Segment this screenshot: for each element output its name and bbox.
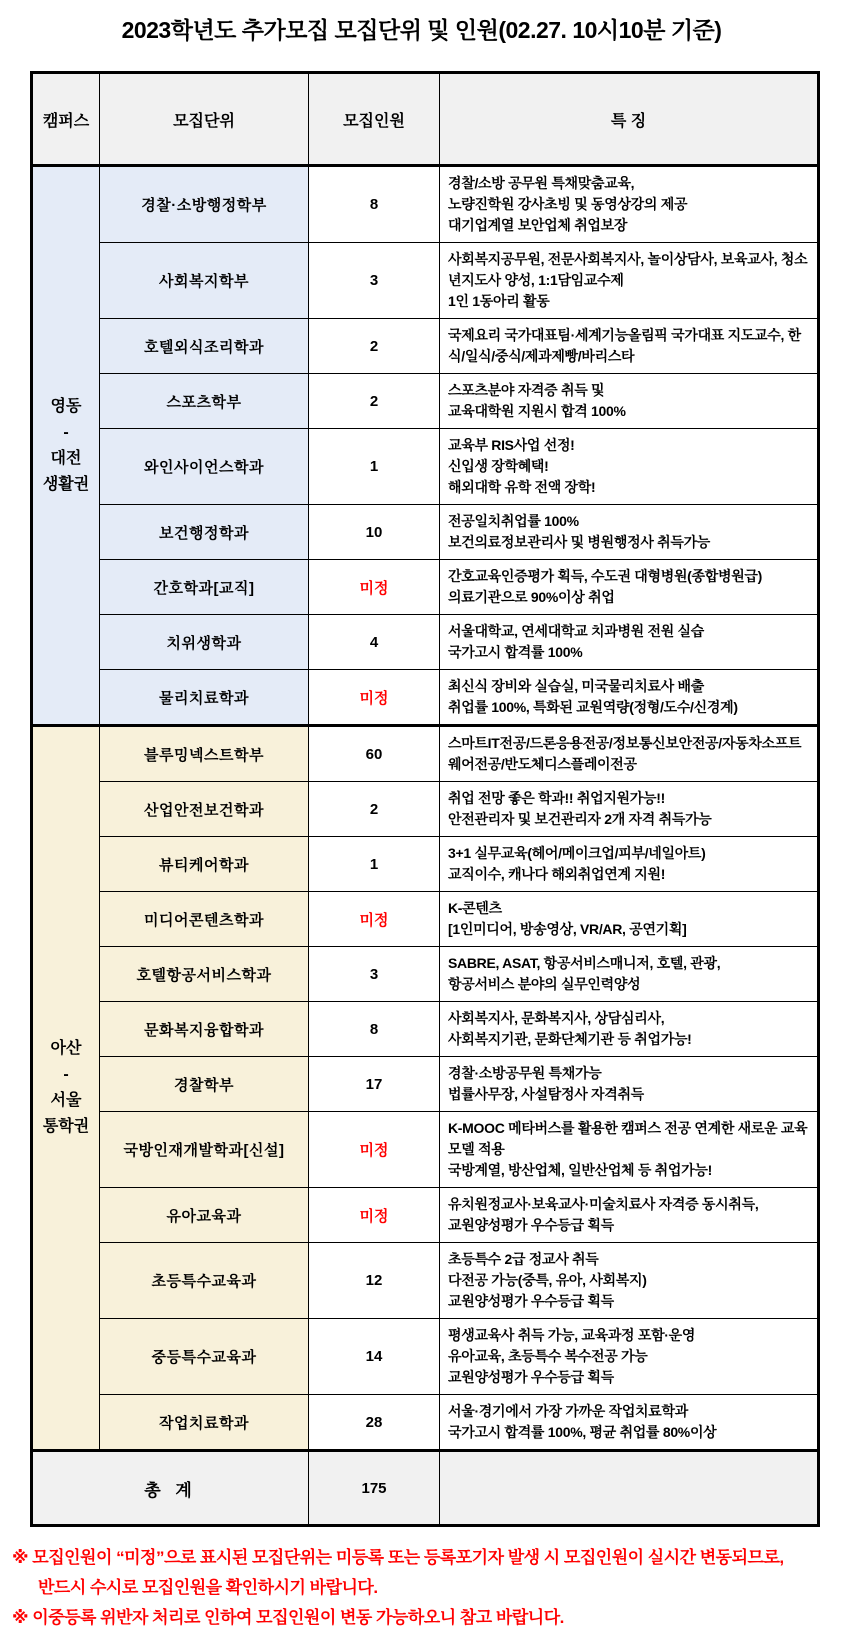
header-campus: 캠퍼스 [32, 73, 100, 166]
footnote [12, 1543, 835, 1573]
table-row [32, 374, 819, 429]
table-row [32, 892, 819, 947]
unit-cell: 물리치료학과 [100, 670, 309, 726]
count-cell: 1 [309, 429, 440, 505]
feature-line: 최신식 장비와 실습실, 미국물리치료사 배출 [448, 678, 704, 694]
count-cell-undecided: 미정 [309, 560, 440, 615]
feature-line: 교직이수, 캐나다 해외취업연계 지원! [448, 866, 666, 882]
feature-line: 국가고시 합격률 100% [448, 644, 583, 660]
unit-cell: 와인사이언스학과 [100, 429, 309, 505]
count-cell: 8 [309, 1002, 440, 1057]
table-row [32, 429, 819, 505]
feature-cell [440, 615, 819, 670]
feature-cell [440, 1319, 819, 1395]
header-count: 모집인원 [309, 73, 440, 166]
count-cell: 10 [309, 505, 440, 560]
table-footer [32, 1451, 819, 1526]
count-cell-undecided: 미정 [309, 1188, 440, 1243]
table-row [32, 947, 819, 1002]
feature-line: 경찰·소방공무원 특채가능 [448, 1065, 602, 1081]
header-unit: 모집단위 [100, 73, 309, 166]
count-cell: 2 [309, 374, 440, 429]
footnotes [12, 1543, 835, 1633]
footnote-continuation [12, 1573, 835, 1603]
count-cell: 1 [309, 837, 440, 892]
feature-cell [440, 1188, 819, 1243]
feature-line: 노량진학원 강사초빙 및 동영상강의 제공 [448, 196, 688, 212]
recruitment-table [30, 71, 820, 1527]
count-cell: 28 [309, 1395, 440, 1451]
feature-line: 해외대학 유학 전액 장학! [448, 479, 596, 495]
feature-line: 취업률 100%, 특화된 교원역량(정형/도수/신경계) [448, 699, 738, 715]
table-row [32, 1395, 819, 1451]
campus-line: 영동 [50, 397, 82, 415]
feature-cell [440, 560, 819, 615]
campus-line: 통학권 [42, 1118, 90, 1135]
feature-line: 다전공 가능(중특, 유아, 사회복지) [448, 1272, 647, 1288]
table-row [32, 615, 819, 670]
feature-line: 교원양성평가 우수등급 획득 [448, 1217, 614, 1233]
feature-cell [440, 166, 819, 243]
header-row [32, 73, 819, 166]
table-header [32, 73, 819, 166]
table-row [32, 1002, 819, 1057]
total-feature-empty [440, 1451, 819, 1526]
count-cell: 14 [309, 1319, 440, 1395]
feature-line: K-MOOC 메타버스를 활용한 캠퍼스 전공 연계한 새로운 교육모델 적용 [448, 1120, 808, 1157]
feature-cell [440, 505, 819, 560]
table-row [32, 1319, 819, 1395]
feature-cell [440, 670, 819, 726]
count-cell-undecided: 미정 [309, 1112, 440, 1188]
unit-cell: 사회복지학부 [100, 243, 309, 319]
unit-cell: 경찰·소방행정학부 [100, 166, 309, 243]
feature-cell [440, 1243, 819, 1319]
feature-line: 서울대학교, 연세대학교 치과병원 전원 실습 [448, 623, 704, 639]
table-row [32, 837, 819, 892]
count-cell-undecided: 미정 [309, 892, 440, 947]
feature-line: 항공서비스 분야의 실무인력양성 [448, 976, 641, 992]
feature-cell [440, 243, 819, 319]
feature-line: K-콘텐츠 [448, 900, 502, 916]
unit-cell: 중등특수교육과 [100, 1319, 309, 1395]
campus-line: - [63, 423, 69, 441]
footnote-text: 모집인원이 “미정”으로 표시된 모집단위는 미등록 또는 등록포기자 발생 시 모집인원이 실시간 변동되므로, [32, 1548, 784, 1567]
feature-line: 교원양성평가 우수등급 획득 [448, 1293, 614, 1309]
campus-line: 아산 [50, 1040, 82, 1057]
campus-line: - [63, 1066, 69, 1083]
feature-cell [440, 782, 819, 837]
feature-line: 간호교육인증평가 획득, 수도권 대형병원(종합병원급) [448, 568, 763, 584]
feature-line: 사회복지공무원, 전문사회복지사, 놀이상담사, 보육교사, 청소년지도사 양성, 1:1담임교수제 [448, 251, 808, 288]
feature-cell [440, 1395, 819, 1451]
count-cell-undecided: 미정 [309, 670, 440, 726]
feature-line: 스포츠분야 자격증 취득 및 [448, 382, 605, 398]
table-body [32, 166, 819, 1451]
table-row [32, 726, 819, 782]
footnote [12, 1603, 835, 1633]
feature-line: 의료기관으로 90%이상 취업 [448, 589, 615, 605]
feature-cell [440, 947, 819, 1002]
unit-cell: 스포츠학부 [100, 374, 309, 429]
table-row [32, 319, 819, 374]
unit-cell: 국방인재개발학과[신설] [100, 1112, 309, 1188]
unit-cell: 작업치료학과 [100, 1395, 309, 1451]
feature-line: 안전관리자 및 보건관리자 2개 자격 취득가능 [448, 811, 712, 827]
unit-cell: 미디어콘텐츠학과 [100, 892, 309, 947]
campus-cell [32, 726, 100, 1451]
feature-line: [1인미디어, 방송영상, VR/AR, 공연기획] [448, 921, 687, 937]
feature-cell [440, 892, 819, 947]
table-row [32, 505, 819, 560]
count-cell: 4 [309, 615, 440, 670]
header-feature: 특 징 [440, 73, 819, 166]
unit-cell: 경찰학부 [100, 1057, 309, 1112]
table-row [32, 1112, 819, 1188]
feature-line: SABRE, ASAT, 항공서비스매니저, 호텔, 관광, [448, 955, 721, 971]
unit-cell: 간호학과[교직] [100, 560, 309, 615]
feature-line: 대기업계열 보안업체 취업보장 [448, 217, 628, 233]
count-cell: 3 [309, 243, 440, 319]
count-cell: 2 [309, 782, 440, 837]
feature-cell [440, 1112, 819, 1188]
unit-cell: 블루밍넥스트학부 [100, 726, 309, 782]
unit-cell: 문화복지융합학과 [100, 1002, 309, 1057]
feature-cell [440, 837, 819, 892]
count-cell: 12 [309, 1243, 440, 1319]
feature-cell [440, 374, 819, 429]
footnote-text: 이중등록 위반자 처리로 인하여 모집인원이 변동 가능하오니 참고 바랍니다. [32, 1608, 564, 1627]
feature-cell [440, 1002, 819, 1057]
footnote-text: 반드시 수시로 모집인원을 확인하시기 바랍니다. [38, 1578, 378, 1597]
campus-cell [32, 166, 100, 726]
count-cell: 2 [309, 319, 440, 374]
table-row [32, 560, 819, 615]
campus-line: 서울 [50, 1092, 82, 1109]
feature-line: 사회복지사, 문화복지사, 상담심리사, [448, 1010, 665, 1026]
feature-line: 국방계열, 방산업체, 일반산업체 등 취업가능! [448, 1162, 712, 1178]
feature-line: 법률사무장, 사설탐정사 자격취득 [448, 1086, 644, 1102]
feature-line: 초등특수 2급 정교사 취득 [448, 1251, 599, 1267]
table-row [32, 166, 819, 243]
unit-cell: 산업안전보건학과 [100, 782, 309, 837]
footnote-marker: ※ [12, 1608, 29, 1627]
count-cell: 60 [309, 726, 440, 782]
feature-line: 평생교육사 취득 가능, 교육과정 포함·운영 [448, 1327, 696, 1343]
table-row [32, 670, 819, 726]
footnote-marker: ※ [12, 1548, 29, 1567]
feature-line: 국가고시 합격률 100%, 평균 취업률 80%이상 [448, 1424, 717, 1440]
feature-line: 유치원정교사·보육교사·미술치료사 자격증 동시취득, [448, 1196, 759, 1212]
feature-line: 사회복지기관, 문화단체기관 등 취업가능! [448, 1031, 692, 1047]
table-row [32, 1243, 819, 1319]
feature-line: 신입생 장학혜택! [448, 458, 549, 474]
campus-line: 생활권 [42, 475, 90, 493]
feature-line: 전공일치취업률 100% [448, 513, 579, 529]
count-cell: 17 [309, 1057, 440, 1112]
feature-line: 서울·경기에서 가장 가까운 작업치료학과 [448, 1403, 688, 1419]
feature-line: 유아교육, 초등특수 복수전공 가능 [448, 1348, 648, 1364]
unit-cell: 보건행정학과 [100, 505, 309, 560]
unit-cell: 초등특수교육과 [100, 1243, 309, 1319]
feature-cell [440, 726, 819, 782]
total-label: 총 계 [32, 1451, 309, 1526]
table-row [32, 243, 819, 319]
table-row [32, 1188, 819, 1243]
feature-line: 1인 1동아리 활동 [448, 293, 550, 309]
unit-cell: 뷰티케어학과 [100, 837, 309, 892]
feature-line: 스마트IT전공/드론응용전공/정보통신보안전공/자동차소프트웨어전공/반도체디스플레이전공 [448, 735, 802, 772]
feature-line: 취업 전망 좋은 학과!! 취업지원가능!! [448, 790, 665, 806]
feature-line: 3+1 실무교육(헤어/메이크업/피부/네일아트) [448, 845, 706, 861]
unit-cell: 유아교육과 [100, 1188, 309, 1243]
feature-line: 교원양성평가 우수등급 획득 [448, 1369, 614, 1385]
unit-cell: 호텔항공서비스학과 [100, 947, 309, 1002]
feature-cell [440, 1057, 819, 1112]
page-title: 2023학년도 추가모집 모집단위 및 인원(02.27. 10시10분 기준) [121, 17, 722, 43]
table-row [32, 1057, 819, 1112]
count-cell: 3 [309, 947, 440, 1002]
feature-cell [440, 429, 819, 505]
feature-line: 경찰/소방 공무원 특채맞춤교육, [448, 175, 635, 191]
total-count: 175 [309, 1451, 440, 1526]
total-row [32, 1451, 819, 1526]
table-row [32, 782, 819, 837]
campus-line: 대전 [50, 449, 82, 467]
feature-line: 국제요리 국가대표팀·세계기능올림픽 국가대표 지도교수, 한식/일식/중식/제과제빵/바리스타 [448, 327, 801, 364]
count-cell: 8 [309, 166, 440, 243]
unit-cell: 치위생학과 [100, 615, 309, 670]
unit-cell: 호텔외식조리학과 [100, 319, 309, 374]
feature-line: 보건의료정보관리사 및 병원행정사 취득가능 [448, 534, 711, 550]
feature-cell [440, 319, 819, 374]
feature-line: 교육대학원 지원시 합격 100% [448, 403, 626, 419]
feature-line: 교육부 RIS사업 선정! [448, 437, 575, 453]
